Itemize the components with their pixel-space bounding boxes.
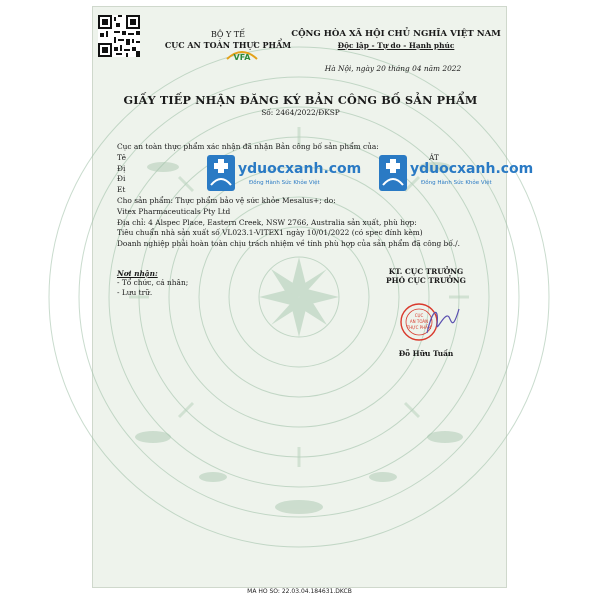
body-line-address2: Đi xyxy=(117,174,126,184)
document-number: Số: 2464/2022/ĐKSP xyxy=(261,108,340,117)
pharmacy-cross-icon xyxy=(207,155,235,191)
body-line-standard: Tiêu chuẩn nhà sản xuất số VL023.1-VITEX1 ngày 10/01/2022 (có spec đính kèm) xyxy=(117,228,423,238)
recipients-label: Nơi nhận: xyxy=(117,269,158,278)
svg-text:AN TOÀN: AN TOÀN xyxy=(409,319,429,324)
svg-text:VFA: VFA xyxy=(233,53,251,62)
body-line-address: Đị xyxy=(117,163,126,173)
national-header xyxy=(281,29,511,51)
handwritten-signature xyxy=(423,303,463,339)
signer-name: Đỗ Hữu Tuấn xyxy=(398,349,454,358)
qr-code xyxy=(98,15,140,57)
body-line-manufacturer: Vitex Pharmaceuticals Pty Ltd xyxy=(117,206,231,216)
signature-title-block xyxy=(361,267,491,286)
document-title: GIẤY TIẾP NHẬN ĐĂNG KÝ BẢN CÔNG BỐ SẢN PHẨM xyxy=(123,93,478,107)
body-line-responsibility: Doanh nghiệp phải hoàn toàn chịu trách nhiệm về tính phù hợp của sản phẩm đã công bố./. xyxy=(117,239,460,249)
dossier-code: MA HO SO: 22.03.04.184631.DKCB xyxy=(247,588,352,595)
recipient-item: - Tổ chức, cá nhân; xyxy=(117,278,189,288)
watermark-logo xyxy=(379,155,534,193)
signer-title-2: PHÓ CỤC TRƯỞNG xyxy=(386,276,466,286)
watermark-brand: yduocxanh.com xyxy=(238,161,362,177)
svg-text:CỤC: CỤC xyxy=(414,313,424,318)
watermark-brand: yduocxanh.com xyxy=(410,161,534,177)
vfa-logo xyxy=(225,45,259,63)
ministry-name: BỘ Y TẾ xyxy=(211,30,245,39)
watermark-tagline: Đồng Hành Sức Khỏe Việt xyxy=(249,180,320,186)
pharmacy-cross-icon xyxy=(379,155,407,191)
issue-date: Hà Nội, ngày 20 tháng 04 năm 2022 xyxy=(324,64,462,73)
body-line-product: Cho sản phẩm: Thực phẩm bảo vệ sức khỏe Mesalus+; do: xyxy=(117,195,336,205)
recipients-block xyxy=(117,269,188,297)
watermark-tagline: Đồng Hành Sức Khỏe Việt xyxy=(421,180,492,186)
country-name: CỘNG HÒA XÃ HỘI CHỦ NGHĨA VIỆT NAM xyxy=(291,29,501,39)
watermark-logo xyxy=(207,155,362,193)
signer-title-1: KT. CỤC TRƯỞNG xyxy=(388,267,464,276)
body-line-name: Tê ÁT xyxy=(117,152,439,162)
agency-name: CỤC AN TOÀN THỰC PHẨM xyxy=(164,40,292,50)
recipient-item: - Lưu trữ. xyxy=(117,287,153,297)
body-line-intro: Cục an toàn thực phẩm xác nhận đã nhận Bản công bố sản phẩm của: xyxy=(117,142,379,151)
certificate-page xyxy=(92,6,534,588)
national-motto: Độc lập - Tự do - Hạnh phúc xyxy=(337,41,455,50)
body-line-manufacturer-address: Địa chỉ: 4 Alspec Place, Eastern Creek, NSW 2766, Australia sản xuất, phù hợp: xyxy=(117,217,417,227)
svg-text:THỰC PHẨM: THỰC PHẨM xyxy=(406,325,432,330)
body-line-contact: Et xyxy=(117,185,126,195)
